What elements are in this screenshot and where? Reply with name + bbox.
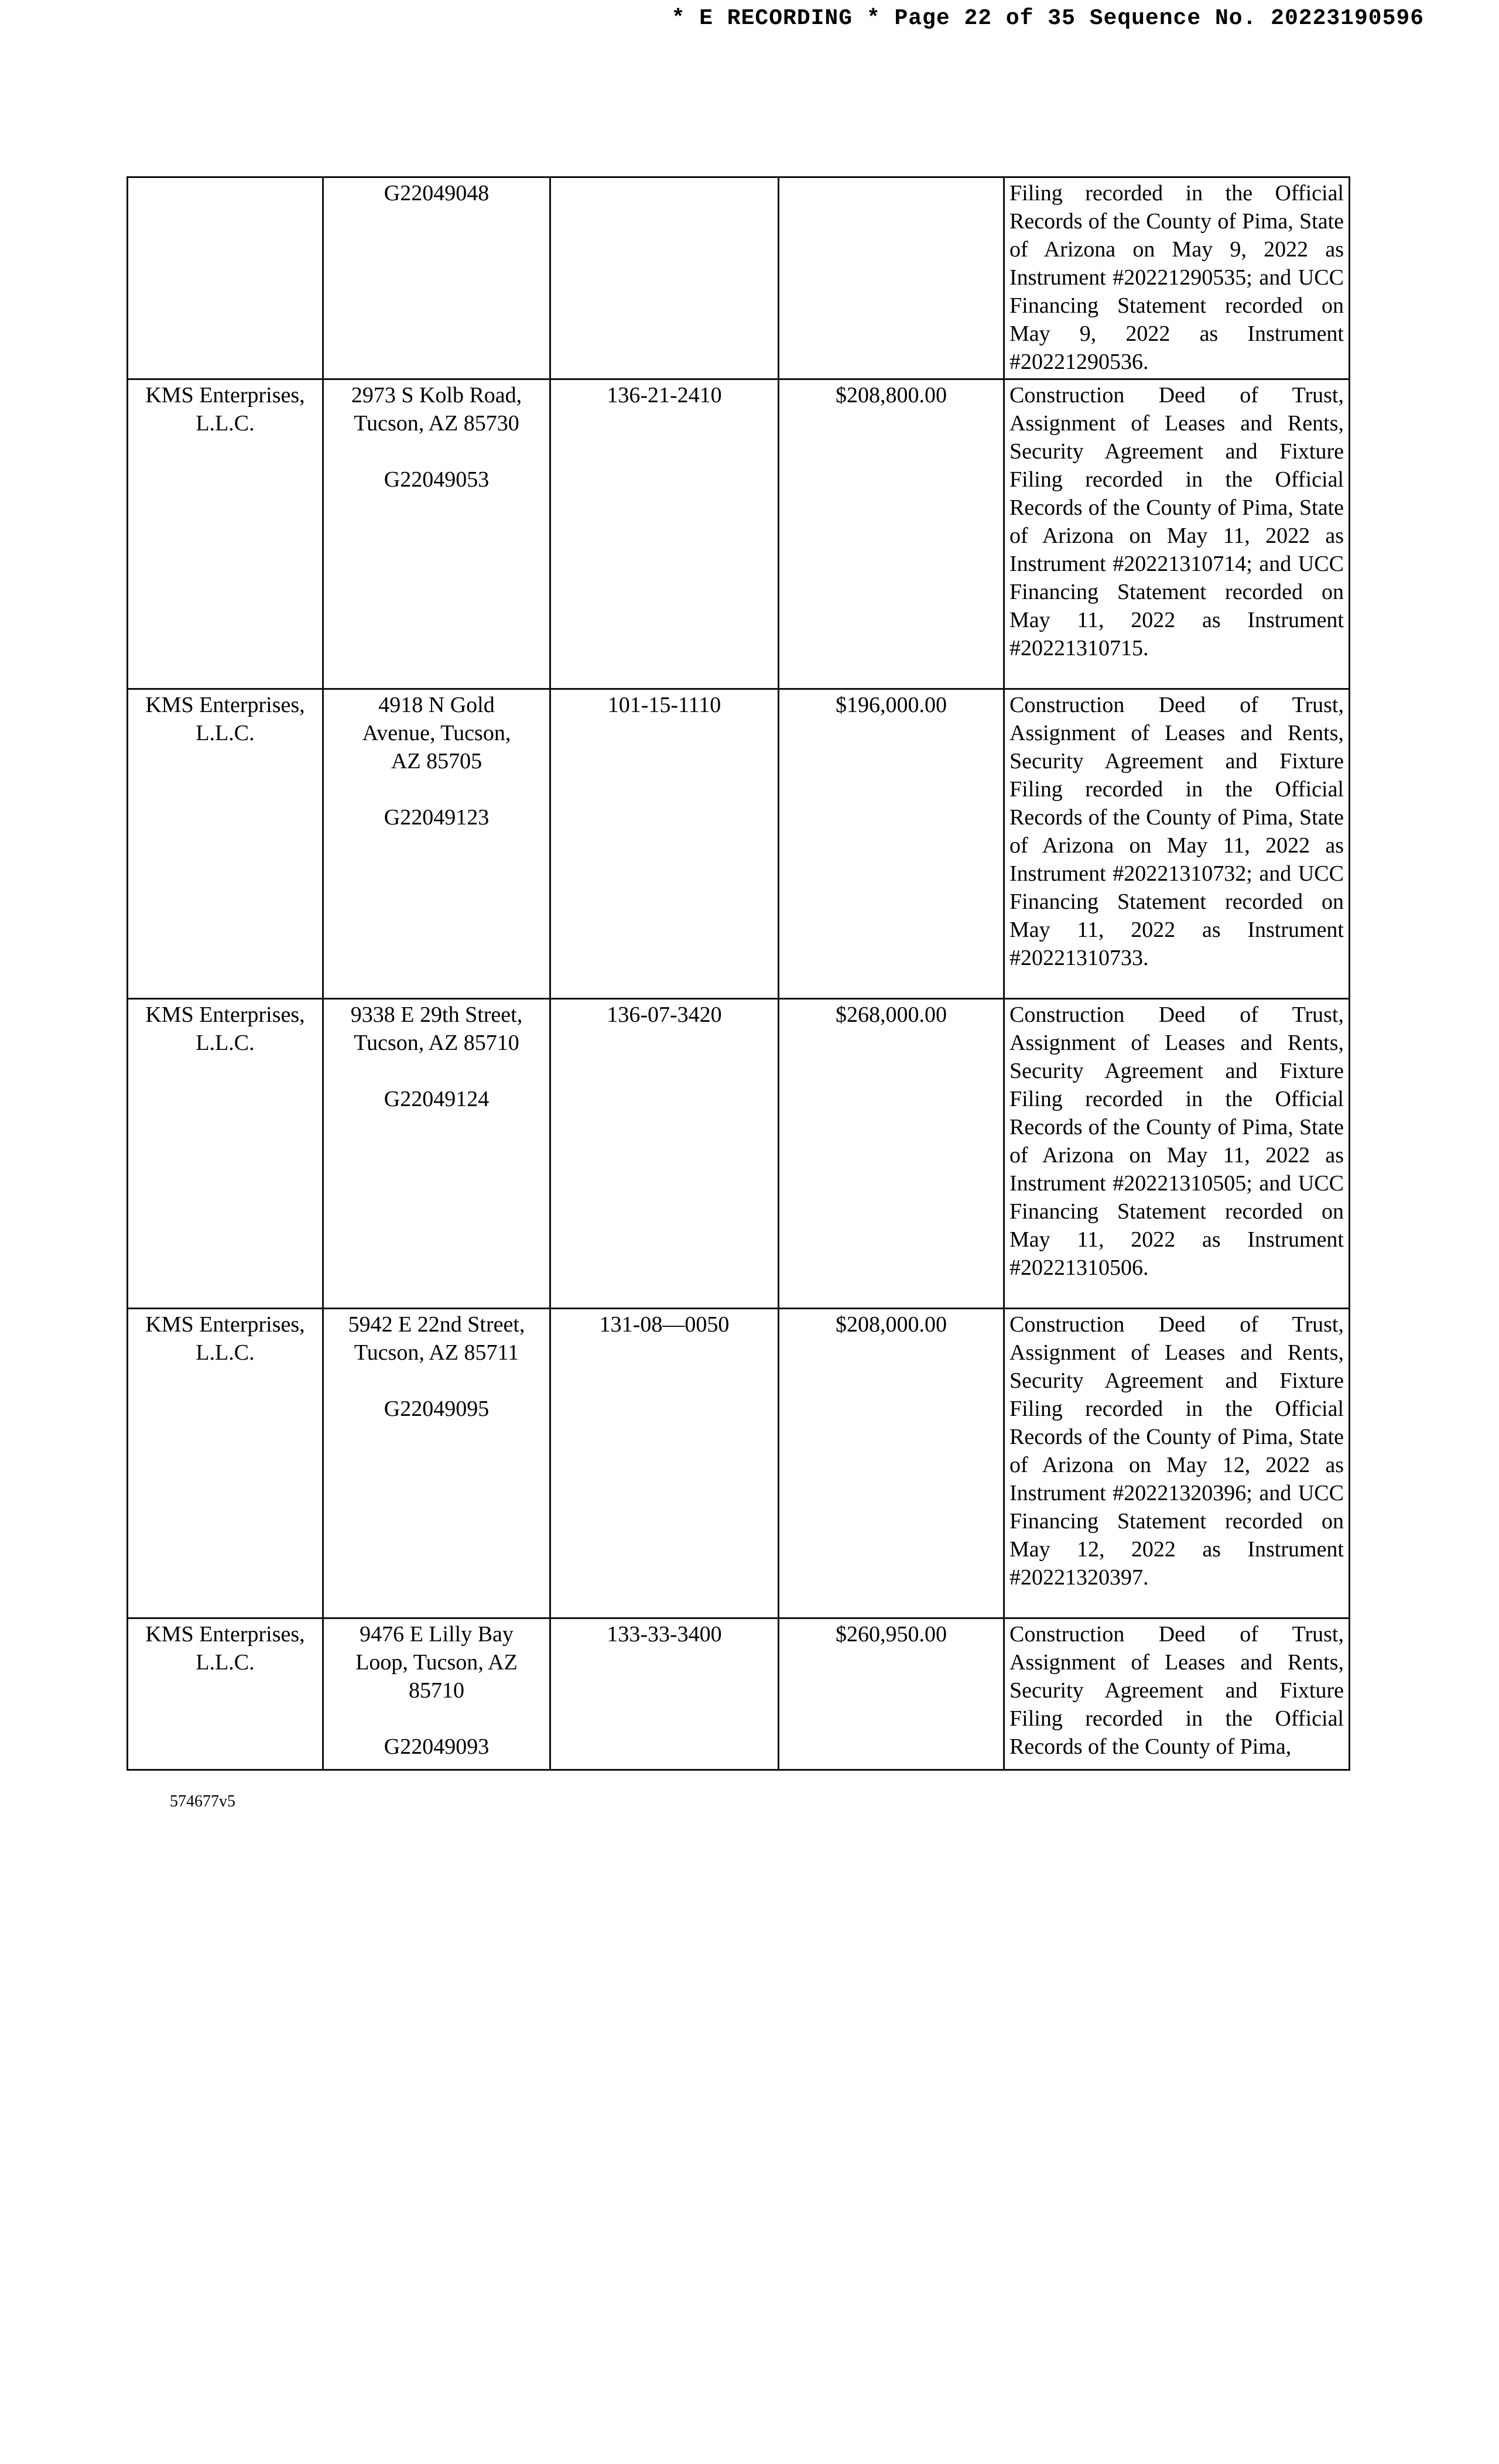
parcel-number-cell: 136-21-2410 — [550, 379, 779, 689]
address-gap — [328, 1057, 545, 1085]
parcel-number-cell: 133-33-3400 — [550, 1618, 779, 1770]
table-row — [128, 999, 1350, 1309]
address-cell — [323, 689, 550, 999]
amount-cell: $208,800.00 — [779, 379, 1004, 689]
description-cell: Construction Deed of Trust, Assignment of Leases and Rents, Security Agreement and Fixture Filing recorded in the Official Records of the County of Pima, State of Arizona on May 11, 2022 as Instrument #20221310505; and UCC Financing Statement recorded on May 11, 2022 as Instrument #20221310506. — [1004, 999, 1350, 1309]
address-cell — [323, 1618, 550, 1770]
address-cell — [323, 379, 550, 689]
owner-cell: KMS Enterprises, L.L.C. — [128, 999, 323, 1309]
owner-cell — [128, 177, 323, 379]
address-line: Loop, Tucson, AZ — [355, 1650, 518, 1675]
address-gap — [328, 1705, 545, 1733]
address-cell — [323, 1309, 550, 1618]
address-line: AZ 85705 — [391, 749, 482, 774]
address-cell — [323, 999, 550, 1309]
address-gap — [328, 775, 545, 803]
table-row — [128, 379, 1350, 689]
amount-cell: $196,000.00 — [779, 689, 1004, 999]
table-row — [128, 1618, 1350, 1770]
description-cell: Construction Deed of Trust, Assignment of Leases and Rents, Security Agreement and Fixture Filing recorded in the Official Records of the County of Pima, State of Arizona on May 12, 2022 as Instrument #20221320396; and UCC Financing Statement recorded on May 12, 2022 as Instrument #20221320397. — [1004, 1309, 1350, 1618]
parcel-number-cell: 101-15-1110 — [550, 689, 779, 999]
reference-number: G22049123 — [384, 805, 490, 830]
address-line: 9338 E 29th Street, — [350, 1002, 523, 1027]
owner-cell: KMS Enterprises, L.L.C. — [128, 1618, 323, 1770]
address-line: 9476 E Lilly Bay — [360, 1622, 514, 1647]
reference-number: G22049095 — [384, 1397, 490, 1421]
parcel-number-cell — [550, 177, 779, 379]
amount-cell — [779, 177, 1004, 379]
reference-number: G22049048 — [384, 181, 490, 206]
address-line: Tucson, AZ 85711 — [354, 1340, 519, 1365]
address-gap — [328, 437, 545, 466]
parcel-number-cell: 131-08—0050 — [550, 1309, 779, 1618]
table-row — [128, 689, 1350, 999]
description-cell: Construction Deed of Trust, Assignment of Leases and Rents, Security Agreement and Fixture Filing recorded in the Official Records of the County of Pima, State of Arizona on May 11, 2022 as Instrument #20221310732; and UCC Financing Statement recorded on May 11, 2022 as Instrument #20221310733. — [1004, 689, 1350, 999]
owner-cell: KMS Enterprises, L.L.C. — [128, 379, 323, 689]
address-line: Tucson, AZ 85710 — [354, 1031, 519, 1055]
parcel-number-cell: 136-07-3420 — [550, 999, 779, 1309]
owner-cell: KMS Enterprises, L.L.C. — [128, 689, 323, 999]
owner-cell: KMS Enterprises, L.L.C. — [128, 1309, 323, 1618]
description-cell: Construction Deed of Trust, Assignment of Leases and Rents, Security Agreement and Fixture Filing recorded in the Official Records of the County of Pima, — [1004, 1618, 1350, 1770]
recording-header: * E RECORDING * Page 22 of 35 Sequence No. 20223190596 — [671, 6, 1424, 31]
amount-cell: $268,000.00 — [779, 999, 1004, 1309]
address-line: Avenue, Tucson, — [362, 721, 511, 745]
address-line: Tucson, AZ 85730 — [354, 411, 519, 436]
description-cell: Construction Deed of Trust, Assignment of Leases and Rents, Security Agreement and Fixture Filing recorded in the Official Records of the County of Pima, State of Arizona on May 11, 2022 as Instrument #20221310714; and UCC Financing Statement recorded on May 11, 2022 as Instrument #20221310715. — [1004, 379, 1350, 689]
description-cell: Filing recorded in the Official Records of the County of Pima, State of Arizona on May 9, 2022 as Instrument #20221290535; and UCC Financing Statement recorded on May 9, 2022 as Instrument #20221290536. — [1004, 177, 1350, 379]
reference-number: G22049124 — [384, 1087, 490, 1111]
amount-cell: $260,950.00 — [779, 1618, 1004, 1770]
table-row — [128, 177, 1350, 379]
address-gap — [328, 1367, 545, 1395]
address-cell — [323, 177, 550, 379]
table-row — [128, 1309, 1350, 1618]
reference-number: G22049053 — [384, 467, 490, 492]
reference-number: G22049093 — [384, 1734, 490, 1759]
address-line: 85710 — [409, 1678, 464, 1703]
amount-cell: $208,000.00 — [779, 1309, 1004, 1618]
address-line: 4918 N Gold — [378, 693, 495, 717]
address-line: 2973 S Kolb Road, — [351, 383, 522, 408]
property-records-table — [126, 176, 1350, 1771]
document-footer-id: 574677v5 — [170, 1792, 235, 1811]
address-line: 5942 E 22nd Street, — [348, 1312, 525, 1337]
